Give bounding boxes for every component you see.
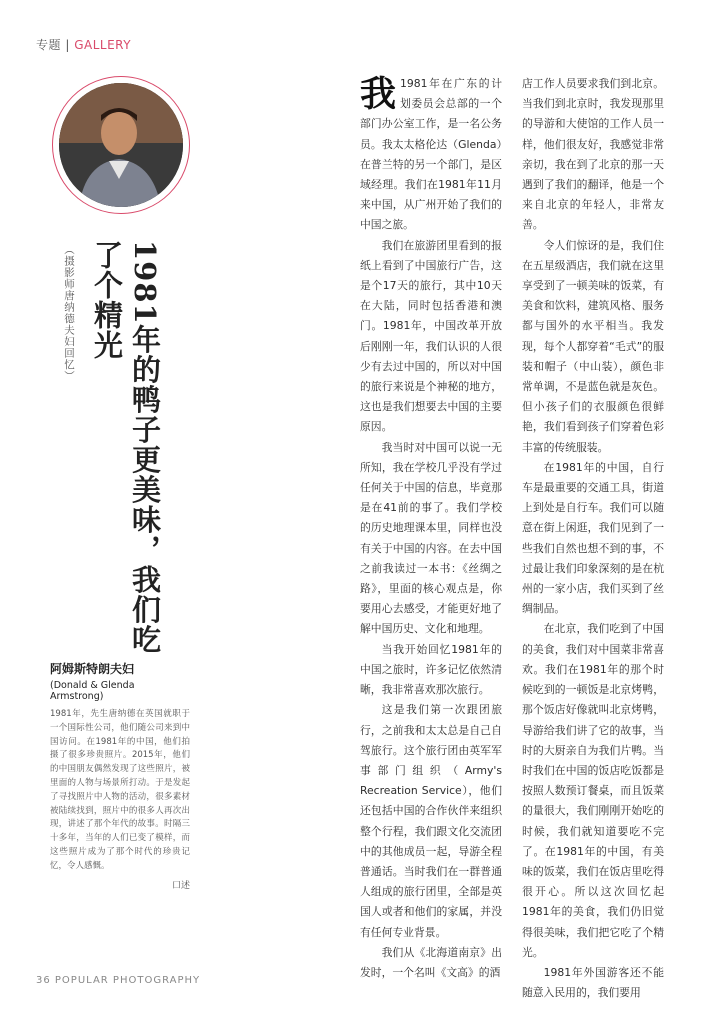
gallery-label: GALLERY [74, 38, 132, 52]
article-subtitle: （摄影师唐纳德夫妇回忆） [63, 244, 75, 382]
section-header [36, 36, 131, 53]
paragraph: 店工作人员要求我们到北京。当我们到北京时，我发现那里的导游和大使馆的工作人员一样，他们很友好，我感觉非常亲切，我在到了北京的那一天遇到了我们的翻译，他是一个来自北京的年轻人，非常友善。 [522, 77, 664, 232]
bio-signature: 口述 [171, 880, 190, 891]
portrait-figure-icon [59, 83, 183, 207]
section-separator: | [65, 38, 70, 52]
paragraph: 在1981年的中国，自行车是最重要的交通工具，街道上到处是自行车。我们可以随意在街上闲逛，我们见到了一些我们自然也想不到的事，不过最让我们印象深刻的是在杭州的一家小店，我们买到了丝绸制品。 [522, 460, 664, 616]
article-column-2 [522, 74, 664, 1003]
section-label: 专题 [36, 38, 62, 52]
paragraph: 令人们惊讶的是，我们住在五星级酒店，我们就在这里享受到了一顿美味的饭菜，有美食和饮料，建筑风格、服务都与国外的水平相当。我发现，每个人都穿着“毛式”的服装和帽子（中山装），颜色非常单调，不是蓝色就是灰色。但小孩子们的衣服颜色很鲜艳，我们看到孩子们穿着色彩丰富的传统服装。 [522, 238, 664, 454]
bio-name: 阿姆斯特朗夫妇 [50, 662, 135, 676]
drop-cap: 我 [360, 73, 397, 115]
page-footer: 36 POPULAR PHOTOGRAPHY [36, 975, 201, 986]
portrait-photo [59, 83, 183, 207]
paragraph: 我们在旅游团里看到的报纸上看到了中国旅行广告，这是个17天的旅行，其中10天在大陆，同时包括香港和澳门。1981年，中国改革开放后刚刚一年，我们认识的人很少有去过中国的，所以对中国的旅行来说是个神秘的地方，这也是我们想要去中国的主要原因。 [360, 238, 502, 434]
paragraph: 我当时对中国可以说一无所知，我在学校几乎没有学过任何关于中国的信息，毕竟那是在41前的事了。我们学校的历史地理课本里，同样也没有关于中国的内容。在去中国之前我读过一本书：《丝绸之路》，里面的核心观点是，你要用心去感受，才能更好地了解中国历史、文化和地理。 [360, 440, 502, 636]
bio-name-english: (Donald & Glenda Armstrong) [50, 680, 135, 702]
portrait-frame [52, 76, 190, 214]
paragraph: 我们从《北海道南京》出发时，一个名叫《文高》的酒 [360, 945, 502, 979]
author-bio [50, 660, 190, 891]
article-title: 1981年的鸭子更美味，我们吃了个精光 [90, 240, 162, 655]
article-column-1 [360, 74, 502, 983]
paragraph: 当我开始回忆1981年的中国之旅时，许多记忆依然清晰，我非常喜欢那次旅行。 [360, 642, 502, 697]
paragraph: 这是我们第一次跟团旅行，之前我和太太总是自己自驾旅行。这个旅行团由英军军事部门组织（Army's Recreation Service），他们还包括中国的合作伙伴来组织整个行程，我们跟文化交流团中的其他成员一起，导游全程普通话。当时我们在一群普通人组成的旅行团里，全部是英国人或者和他们的家属，并没有任何专业背景。 [360, 703, 502, 939]
bio-text: 1981年，先生唐纳德在英国就职于一个国际性公司，他们随公司来到中国访问。在1981年的中国，他们拍摄了很多珍贵照片。2015年，他们的中国朋友偶然发现了这些照片，被里面的人物与场景所打动。于是发起了寻找照片中人物的活动，很多素材被陆续找到，照片中的很多人再次出现，讲述了那个年代的故事。时隔三十多年，当年的人们已变了模样，而这些照片成为了那个时代的珍贵记忆，令人感慨。 [50, 709, 190, 871]
paragraph: 在北京，我们吃到了中国的美食，我们对中国菜非常喜欢。我们在1981年的那个时候吃到的一顿饭是北京烤鸭，那个饭店好像就叫北京烤鸭，导游给我们讲了它的故事，当时的大厨亲自为我们片鸭。当时我们在中国的饭店吃饭都是按照人数预订餐桌，而且饭菜的量很大，我们刚刚开始吃的时候，我们就知道要吃不完了。在1981年的中国，有美味的饭菜，我们在饭店里吃得很开心。所以这次回忆起1981年的美食，我们仍旧觉得很美味，我们把它吃了个精光。 [522, 622, 664, 959]
paragraph: 1981年外国游客还不能随意入民用的，我们要用 [522, 965, 664, 1000]
paragraph: 1981年在广东的计划委员会总部的一个部门办公室工作，是一名公务员。我太太格伦达（Glenda）在普兰特的另一个部门，是区域经理。我们在1981年11月来中国，从广州开始了我们的中国之旅。 [360, 77, 502, 232]
